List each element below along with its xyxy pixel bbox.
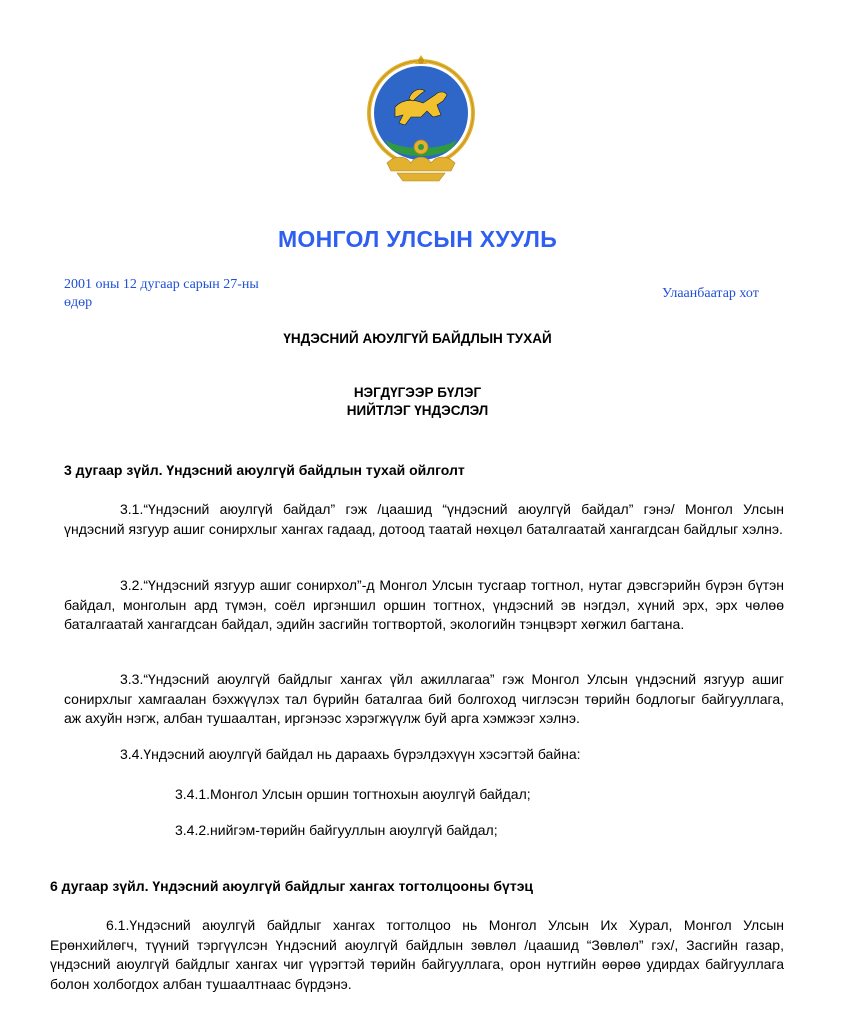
article-3-heading: 3 дугаар зүйл. Үндэсний аюулгүй байдлын тухай ойлголт	[64, 462, 465, 478]
adoption-place: Улаанбаатар хот	[662, 286, 759, 301]
date-line-1: 2001 оны 12 дугаар сарын 27-ны	[64, 277, 259, 292]
article-3-paragraph-3: 3.3.“Үндэсний аюулгүй байдлыг хангах үйл ажиллагаа” гэж Монгол Улсын үндэсний язгуур ашиг сонирхлыг хамгаалан бэхжүүлэх тал бүрийн баталгаа бий болгоход чиглэсэн төрийн бодлогыг байгууллага, аж ахуйн нэгж, албан тушаалтан, иргэнээс хэрэгжүүлж буй арга хэмжээг хэлнэ.	[64, 671, 784, 726]
law-subject-title: ҮНДЭСНИЙ АЮУЛГҮЙ БАЙДЛЫН ТУХАЙ	[283, 331, 552, 346]
article-3-paragraph-1: 3.1.“Үндэсний аюулгүй байдал” гэж /цаашид “үндэсний аюулгүй байдал” гэнэ/ Монгол Улсын үндэсний язгуур ашиг сонирхлыг хангах гадаад, дотоод таатай нөхцөл баталгаатай хангагдсан байдлыг хэлнэ.	[64, 501, 784, 537]
chapter-number: НЭГДҮГЭЭР БҮЛЭГ	[353, 385, 482, 400]
adoption-date	[64, 276, 294, 312]
article-6-paragraph-1: 6.1.Үндэсний аюулгүй байдлыг хангах тогтолцоо нь Монгол Улсын Их Хурал, Монгол Улсын Ерөнхийлөгч, түүний тэргүүлсэн Үндэсний аюулгүй байдлын зөвлөл /цаашид “Зөвлөл” гэх/, Засгийн газар, үндэсний аюулгүй байдлыг хангах чиг үүрэгтэй төрийн байгууллага, орон нутгийн өөрөө удирдах байгууллага болон холбогдох албан тушаалтнаас бүрдэнэ.	[50, 917, 784, 992]
article-3-item-1: 3.4.1.Монгол Улсын оршин тогтнохын аюулгүй байдал;	[175, 786, 531, 802]
chapter-heading	[0, 384, 835, 420]
article-6-heading: 6 дугаар зүйл. Үндэсний аюулгүй байдлыг хангах тогтолцооны бүтэц	[50, 878, 534, 894]
article-3-item-2: 3.4.2.нийгэм-төрийн байгууллын аюулгүй байдал;	[175, 822, 498, 838]
article-3-paragraph-2: 3.2.“Үндэсний язгуур ашиг сонирхол”-д Монгол Улсын тусгаар тогтнол, нутаг дэвсгэрийн бүрэн бүтэн байдал, монголын ард түмэн, соёл иргэншил оршин тогтнох, үндэсний эв нэгдэл, хүний эрх, эрх чөлөө баталгаатай хангагдсан байдал, эдийн засгийн тогтвортой, экологийн тэнцвэрт хөгжил багтана.	[64, 577, 784, 632]
chapter-name: НИЙТЛЭГ ҮНДЭСЛЭЛ	[346, 403, 489, 418]
article-3-paragraph-4: 3.4.Үндэсний аюулгүй байдал нь дараахь бүрэлдэхүүн хэсэгтэй байна:	[120, 746, 581, 762]
date-line-2: өдөр	[64, 295, 93, 310]
law-title: МОНГОЛ УЛСЫН ХУУЛЬ	[277, 226, 558, 252]
mongolia-state-emblem-icon	[365, 55, 477, 195]
